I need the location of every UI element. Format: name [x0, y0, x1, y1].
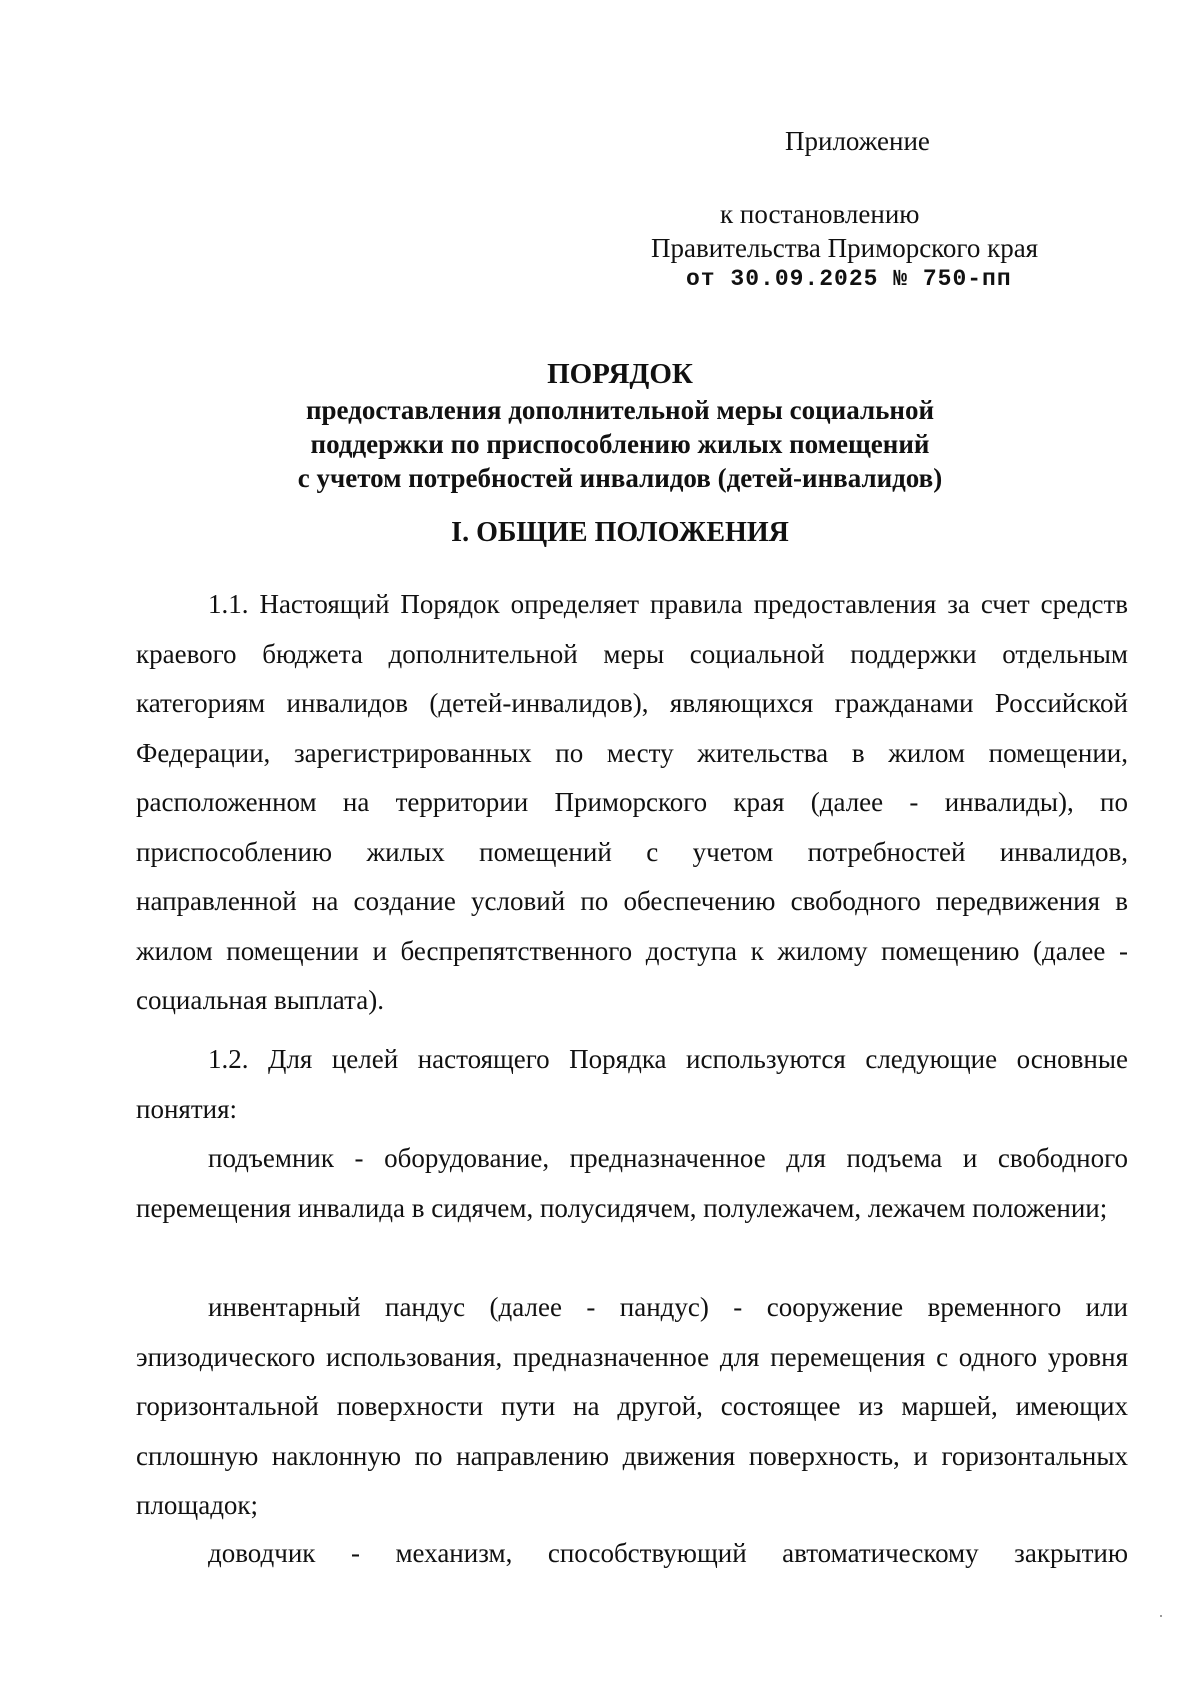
definition-door-closer-text: доводчик - механизм, способствующий автоматическому закрытию [208, 1538, 1128, 1568]
decree-reference-line1: к постановлению [720, 199, 920, 229]
appendix-label: Приложение [785, 126, 930, 156]
title-line-3: с учетом потребностей инвалидов (детей-инвалидов) [297, 463, 943, 493]
title-main: ПОРЯДОК [547, 358, 693, 390]
definition-lift-text: подъемник - оборудование, предназначенное для подъема и свободного перемещения инвалида в сидячем, полусидячем, полулежачем, лежачем положении; [136, 1143, 1128, 1223]
paragraph-1-1 [136, 580, 1128, 1026]
paragraph-1-1-text: 1.1. Настоящий Порядок определяет правила предоставления за счет средств краевого бюджета дополнительной меры социальной поддержки отдельным категориям инвалидов (детей-инвалидов), являющихся гражданами Российской Федерации, зарегистрированных по месту жительства в жилом помещении, расположенном на территории Приморского края (далее - инвалиды), по приспособлению жилых помещений с учетом потребностей инвалидов, направленной на создание условий по обеспечению свободного передвижения в жилом помещении и беспрепятственного доступа к жилому помещению (далее - социальная выплата). [136, 589, 1128, 1015]
decree-reference-line2: Правительства Приморского края [651, 233, 1039, 263]
definition-ramp-text: инвентарный пандус (далее - пандус) - сооружение временного или эпизодического использования, предназначенное для перемещения с одного уровня горизонтальной поверхности пути на другой, состоящее из маршей, имеющих сплошную наклонную по направлению движения поверхность, и горизонтальных площадок; [136, 1292, 1128, 1520]
definition-ramp [136, 1283, 1128, 1531]
paragraph-1-2-text: 1.2. Для целей настоящего Порядка используются следующие основные понятия: [136, 1044, 1128, 1124]
scan-speck [1160, 1615, 1162, 1617]
decree-date-number-stamp: от 30.09.2025 № 750-пп [686, 266, 1012, 292]
title-line-2: поддержки по приспособлению жилых помещений [310, 429, 930, 459]
definition-door-closer [136, 1529, 1128, 1579]
section-heading: I. ОБЩИЕ ПОЛОЖЕНИЯ [451, 517, 789, 548]
document-title [0, 355, 1200, 495]
paragraph-1-2 [136, 1035, 1128, 1134]
title-line-1: предоставления дополнительной меры социальной [305, 395, 934, 425]
definition-lift [136, 1134, 1128, 1233]
